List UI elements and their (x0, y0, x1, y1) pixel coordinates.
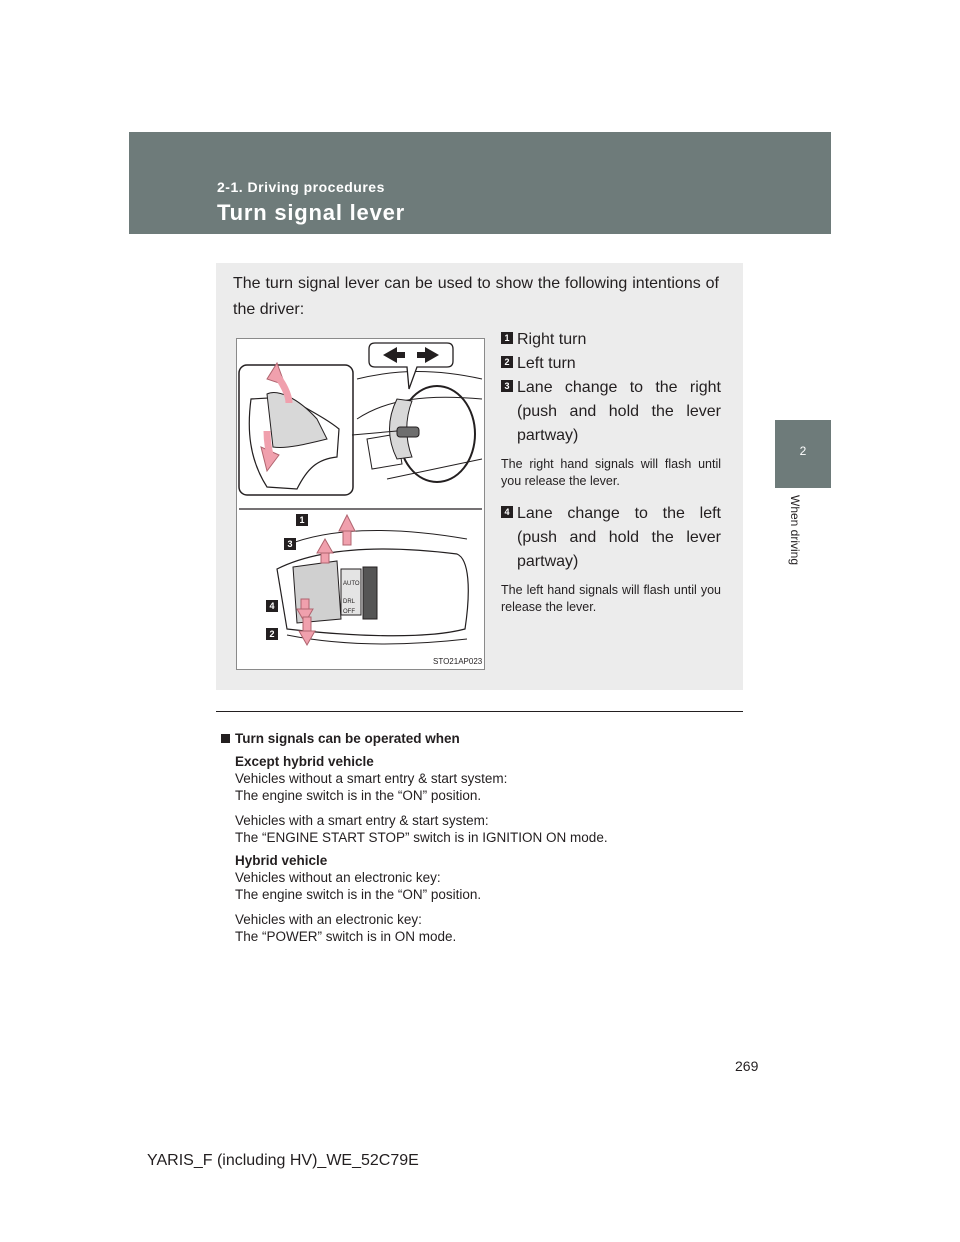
callout-1-text: 1 (299, 515, 305, 525)
callout-4-text: 4 (269, 601, 275, 611)
page-title: Turn signal lever (217, 200, 406, 225)
list-item (501, 328, 721, 352)
list-item (501, 352, 721, 376)
arrow-lane-right-shaft (321, 553, 329, 563)
document-footer: YARIS_F (including HV)_WE_52C79E (147, 1152, 419, 1169)
note-line: Vehicles without an electronic key: (235, 870, 441, 885)
illustration-code: STO21AP023 (433, 657, 483, 666)
note-line: Vehicles with an electronic key: (235, 912, 422, 927)
motion-line (287, 635, 467, 644)
arrow-right-turn-shaft (343, 531, 351, 545)
note-line: The engine switch is in the “ON” position. (235, 887, 482, 902)
lever-stalk (397, 427, 419, 437)
section-header (129, 132, 831, 234)
list-item (501, 502, 721, 574)
arrow-lane-right-icon (317, 539, 333, 553)
motion-line (287, 530, 467, 545)
indicator-bubble (369, 343, 453, 389)
step-note: The right hand signals will flash until you release the lever. (501, 457, 721, 488)
step-text: Lane change to the right (push and hold the lever partway) (517, 379, 721, 444)
page-number: 269 (735, 1058, 759, 1074)
square-bullet-icon (221, 734, 230, 743)
step-number: 3 (501, 380, 513, 392)
arrow-lane-left-shaft (301, 599, 309, 609)
down-arrow-shaft (267, 431, 271, 459)
step-text: Left turn (517, 355, 576, 372)
chapter-tab[interactable] (775, 420, 831, 488)
chapter-label: When driving (788, 495, 802, 566)
note-line: The “POWER” switch is in ON mode. (235, 929, 457, 944)
note-line: The “ENGINE START STOP” switch is in IGNITION ON mode. (235, 830, 608, 845)
step-number: 4 (501, 506, 513, 518)
note-line: Vehicles without a smart entry & start system: (235, 771, 508, 786)
chapter-number: 2 (799, 444, 807, 458)
arrow-right-turn-icon (339, 515, 355, 531)
step-list (501, 328, 721, 628)
right-arrow-shaft (417, 352, 425, 358)
step-number: 1 (501, 332, 513, 344)
section-divider (216, 711, 743, 712)
lever-label-drl: DRL (343, 599, 356, 605)
turn-signal-illustration (236, 338, 485, 670)
arrow-left-turn-shaft (303, 617, 311, 631)
intro-text: The turn signal lever can be used to show the following intentions of the driver: (233, 275, 719, 318)
callout-3-text: 3 (287, 539, 293, 549)
list-item (501, 376, 721, 448)
notes-section (221, 730, 741, 945)
step-text: Right turn (517, 331, 587, 348)
notes-heading (221, 730, 741, 747)
step-number: 2 (501, 356, 513, 368)
subheading-hybrid: Hybrid vehicle (235, 853, 328, 868)
callout-2-text: 2 (269, 629, 275, 639)
lever-label-off: OFF (343, 609, 355, 615)
note-line: Vehicles with a smart entry & start system: (235, 813, 489, 828)
step-note: The left hand signals will flash until you release the lever. (501, 583, 721, 614)
notes-body (221, 753, 741, 945)
lever-label-auto: AUTO (343, 581, 360, 587)
subheading-except-hybrid: Except hybrid vehicle (235, 754, 374, 769)
dash-line (357, 372, 482, 380)
info-box (216, 263, 743, 690)
left-arrow-shaft (397, 352, 405, 358)
illustration-svg (237, 339, 484, 669)
switch-knob (363, 567, 377, 619)
note-line: The engine switch is in the “ON” position. (235, 788, 482, 803)
section-label: 2-1. Driving procedures (217, 179, 385, 195)
notes-heading-text: Turn signals can be operated when (235, 731, 460, 746)
step-text: Lane change to the left (push and hold the lever partway) (517, 505, 721, 570)
